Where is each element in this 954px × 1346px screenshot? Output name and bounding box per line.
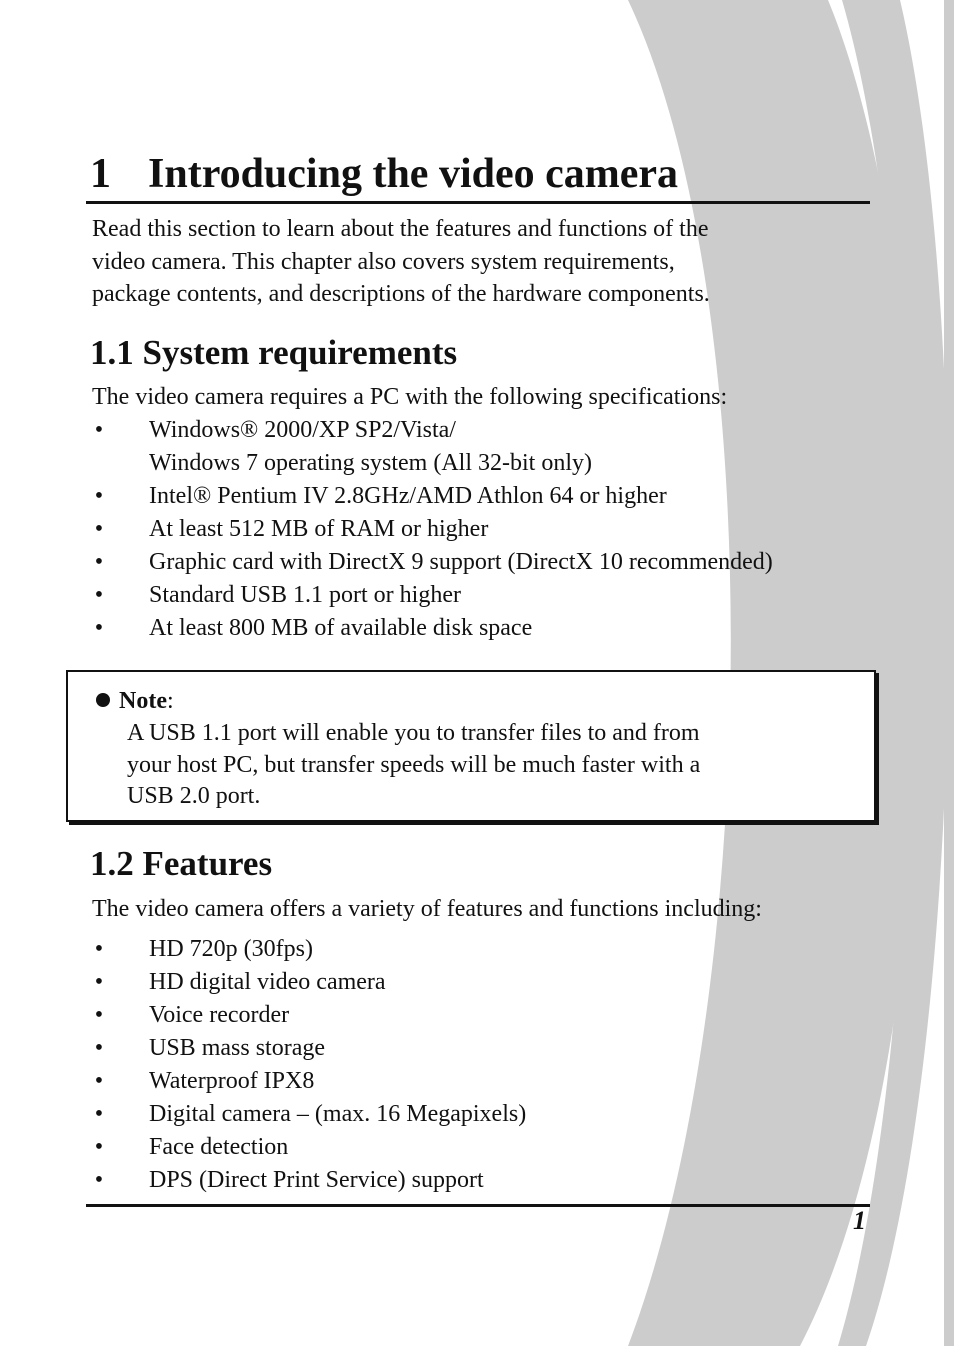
chapter-title xyxy=(90,148,678,200)
bullet-icon: • xyxy=(94,417,104,443)
list-item-text: HD 720p (30fps) xyxy=(149,936,313,962)
list-item-text: At least 800 MB of available disk space xyxy=(149,615,533,641)
list-item xyxy=(92,480,773,513)
chapter-intro-line: video camera. This chapter also covers system requirements, xyxy=(92,248,675,275)
bullet-icon: • xyxy=(94,1068,104,1094)
list-item-text: Waterproof IPX8 xyxy=(149,1068,315,1094)
list-item-text: Windows® 2000/XP SP2/Vista/ xyxy=(149,417,456,443)
features-intro: The video camera offers a variety of features and functions including: xyxy=(92,896,762,922)
list-item-text: At least 512 MB of RAM or higher xyxy=(149,516,489,542)
list-item xyxy=(92,414,773,480)
note-line: USB 2.0 port. xyxy=(127,783,261,809)
list-item xyxy=(92,1164,526,1197)
list-item xyxy=(92,579,773,612)
list-item-text: HD digital video camera xyxy=(149,969,386,995)
note-line: your host PC, but transfer speeds will be much faster with a xyxy=(127,751,701,778)
swoosh-edge xyxy=(944,0,954,1346)
note-heading xyxy=(96,685,174,717)
bullet-icon: • xyxy=(94,516,104,542)
list-item-text: Face detection xyxy=(149,1134,289,1160)
list-item-text: Graphic card with DirectX 9 support (DirectX 10 recommended) xyxy=(149,549,773,575)
note-bullet-icon xyxy=(96,693,110,707)
chapter-title-text: Introducing the video camera xyxy=(148,151,679,197)
list-item xyxy=(92,546,773,579)
list-item xyxy=(92,1032,526,1065)
bullet-icon: • xyxy=(94,615,104,641)
features-list xyxy=(92,933,526,1197)
system-requirements-heading: 1.1 System requirements xyxy=(90,333,458,372)
note-line: A USB 1.1 port will enable you to transfer files to and from xyxy=(127,720,700,746)
list-item-text: DPS (Direct Print Service) support xyxy=(149,1167,484,1193)
note-colon: : xyxy=(166,688,174,714)
features-heading: 1.2 Features xyxy=(90,844,273,883)
list-item-text: Standard USB 1.1 port or higher xyxy=(149,582,461,608)
list-item xyxy=(92,933,526,966)
bullet-icon: • xyxy=(94,549,104,575)
bullet-icon: • xyxy=(94,582,104,608)
bullet-icon: • xyxy=(94,969,104,995)
note-label: Note xyxy=(119,688,167,714)
list-item-text: Intel® Pentium IV 2.8GHz/AMD Athlon 64 or higher xyxy=(149,483,667,509)
page-number: 1 xyxy=(853,1206,866,1235)
note-box xyxy=(66,670,876,822)
chapter-intro-line: package contents, and descriptions of the hardware components. xyxy=(92,281,710,307)
bullet-icon: • xyxy=(94,1002,104,1028)
bullet-icon: • xyxy=(94,1167,104,1193)
list-item-text: Voice recorder xyxy=(149,1002,290,1028)
list-item-text: Digital camera – (max. 16 Megapixels) xyxy=(149,1101,527,1127)
bullet-icon: • xyxy=(94,1134,104,1160)
list-item xyxy=(92,999,526,1032)
list-item xyxy=(92,1131,526,1164)
list-item xyxy=(92,612,773,645)
list-item-text: USB mass storage xyxy=(149,1035,325,1061)
chapter-intro xyxy=(92,213,710,311)
bullet-icon: • xyxy=(94,1035,104,1061)
system-requirements-list xyxy=(92,414,773,645)
chapter-intro-line: Read this section to learn about the features and functions of the xyxy=(92,216,709,242)
list-item-text-continued: Windows 7 operating system (All 32-bit only) xyxy=(149,450,592,476)
title-rule xyxy=(86,201,870,204)
list-item xyxy=(92,513,773,546)
system-requirements-intro: The video camera requires a PC with the following specifications: xyxy=(92,384,728,410)
bullet-icon: • xyxy=(94,1101,104,1127)
list-item xyxy=(92,1065,526,1098)
list-item xyxy=(92,966,526,999)
bullet-icon: • xyxy=(94,936,104,962)
chapter-number: 1 xyxy=(90,151,111,197)
bullet-icon: • xyxy=(94,483,104,509)
footer-rule xyxy=(86,1204,870,1207)
note-text xyxy=(127,718,700,813)
list-item xyxy=(92,1098,526,1131)
